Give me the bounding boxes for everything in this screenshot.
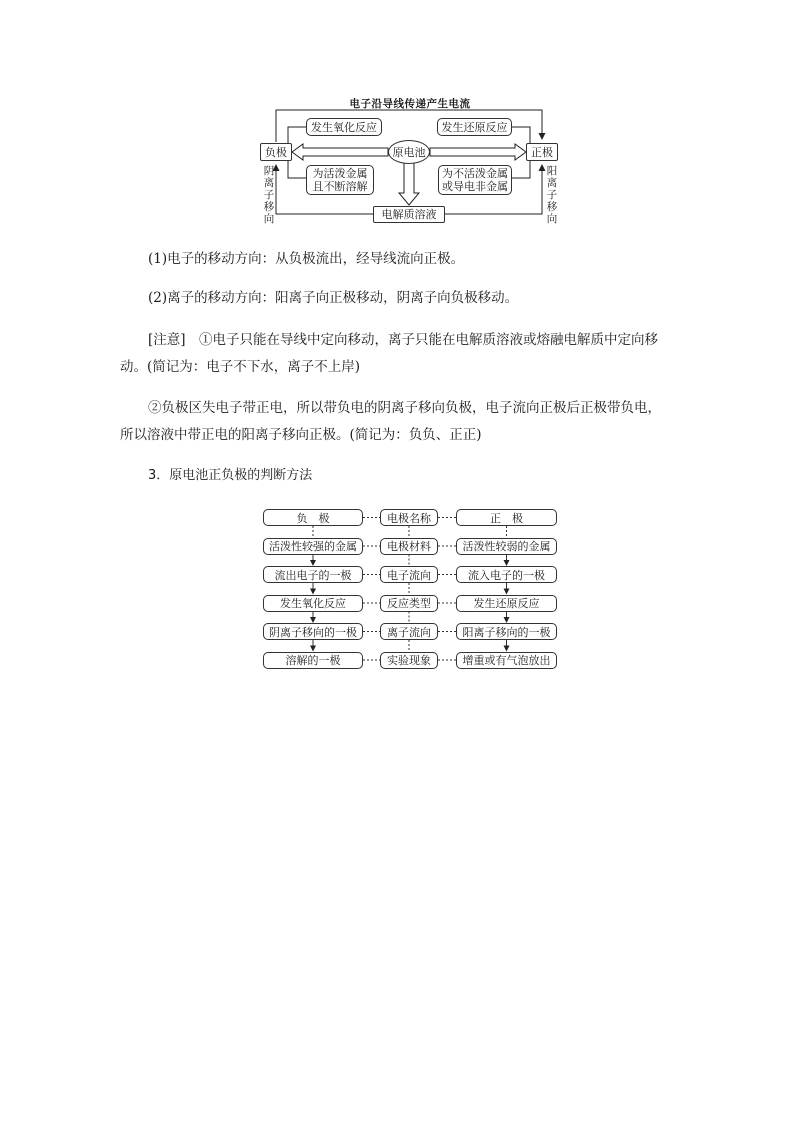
chart-left-box: 溶解的一极 bbox=[263, 652, 363, 669]
chart-mid-box: 电极名称 bbox=[380, 509, 438, 526]
negative-description-box bbox=[306, 165, 374, 195]
note2-line-2: 所以溶液中带正电的阳离子移向正极。(简记为：负负、正正) bbox=[120, 427, 482, 443]
galvanic-cell-diagram bbox=[0, 0, 794, 240]
electrolyte-box: 电解质溶液 bbox=[373, 206, 445, 223]
cation-migration-label: 阳离子移向 bbox=[546, 165, 558, 225]
chart-left-box: 阴离子移向的一极 bbox=[263, 623, 363, 640]
neg-desc-line1: 为活泼金属 bbox=[312, 167, 368, 180]
electrode-judgement-chart bbox=[0, 500, 794, 680]
galvanic-cell-ellipse: 原电池 bbox=[388, 140, 430, 164]
chart-right-box: 正 极 bbox=[456, 509, 557, 526]
note2-line-1: ②负极区失电子带正电，所以带负电的阴离子移向负极，电子流向正极后正极带负电， bbox=[148, 400, 661, 416]
pos-desc-line2: 或导电非金属 bbox=[442, 180, 508, 193]
chart-mid-box: 电子流向 bbox=[380, 566, 438, 583]
neg-desc-line2: 且不断溶解 bbox=[312, 180, 368, 193]
chart-right-box: 阳离子移向的一极 bbox=[456, 623, 557, 640]
top-wire-label: 电子沿导线传递产生电流 bbox=[349, 98, 471, 110]
chart-left-box: 负 极 bbox=[263, 509, 363, 526]
pos-desc-line1: 为不活泼金属 bbox=[442, 167, 508, 180]
anion-migration-label: 阴离子移向 bbox=[263, 165, 275, 225]
chart-right-box: 活泼性较弱的金属 bbox=[456, 538, 557, 555]
chart-mid-box: 离子流向 bbox=[380, 623, 438, 640]
positive-description-box bbox=[438, 165, 512, 195]
section-3-heading: 3．原电池正负极的判断方法 bbox=[148, 468, 313, 483]
chart-right-box: 增重或有气泡放出 bbox=[456, 652, 557, 669]
ion-direction-text: (2)离子的移动方向：阳离子向正极移动，阴离子向负极移动。 bbox=[148, 290, 519, 306]
note-line-2: 动。(简记为：电子不下水，离子不上岸) bbox=[120, 359, 361, 375]
oxidation-box: 发生氧化反应 bbox=[306, 118, 382, 136]
chart-left-box: 活泼性较强的金属 bbox=[263, 538, 363, 555]
chart-mid-box: 反应类型 bbox=[380, 595, 438, 612]
chart-right-box: 发生还原反应 bbox=[456, 595, 557, 612]
chart-left-box: 流出电子的一极 bbox=[263, 566, 363, 583]
chart-mid-box: 实验现象 bbox=[380, 652, 438, 669]
chart-left-box: 发生氧化反应 bbox=[263, 595, 363, 612]
chart-mid-box: 电极材料 bbox=[380, 538, 438, 555]
reduction-box: 发生还原反应 bbox=[437, 118, 512, 136]
positive-pole-box: 正极 bbox=[526, 143, 558, 161]
diagram-connectors bbox=[0, 0, 794, 240]
chart-right-box: 流入电子的一极 bbox=[456, 566, 557, 583]
electron-direction-text: (1)电子的移动方向：从负极流出，经导线流向正极。 bbox=[148, 251, 465, 267]
note-line-1: [注意] ①电子只能在导线中定向移动，离子只能在电解质溶液或熔融电解质中定向移 bbox=[148, 332, 659, 348]
negative-pole-box: 负极 bbox=[260, 143, 292, 161]
